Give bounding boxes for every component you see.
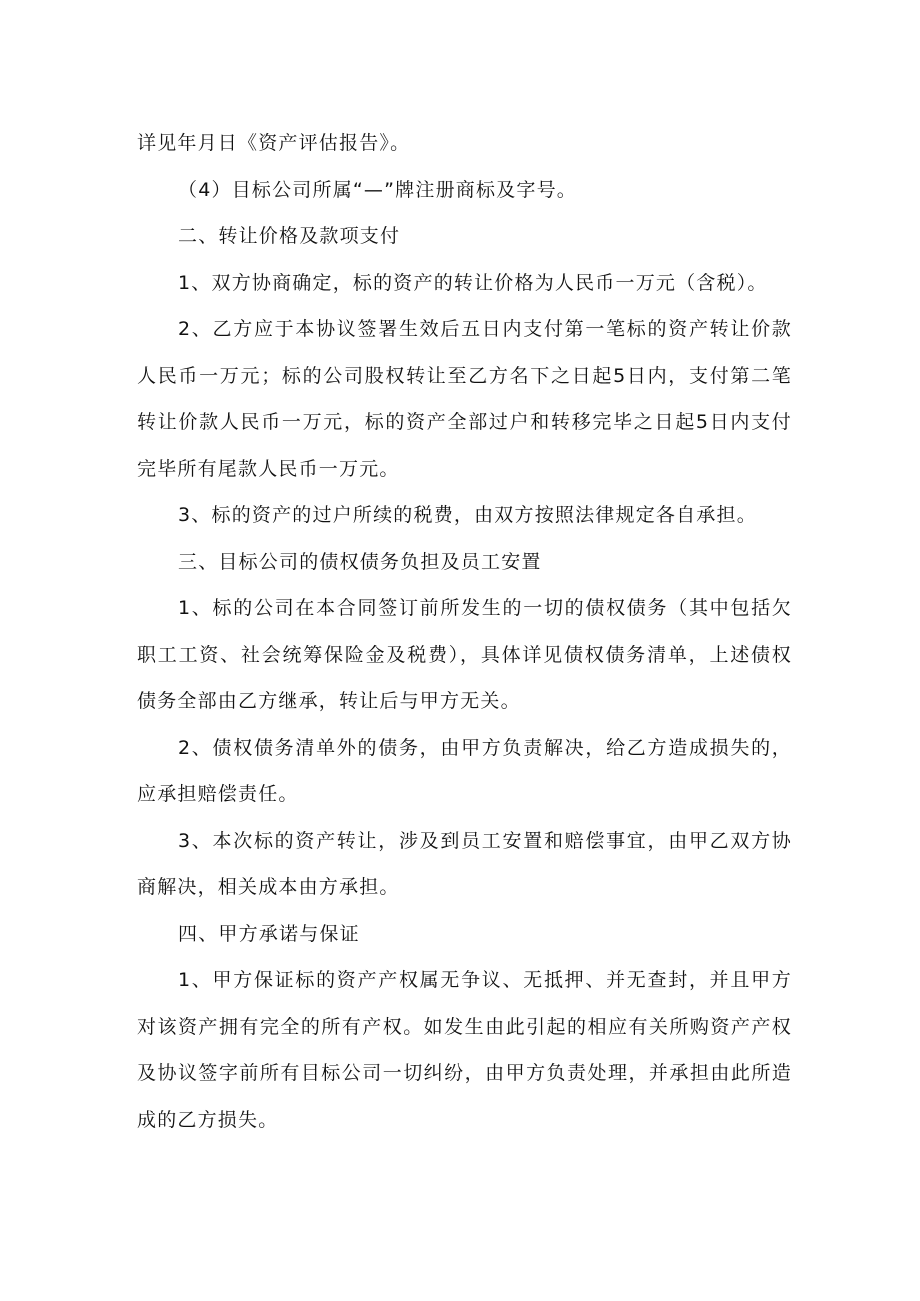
clause-price: 1、双方协商确定，标的资产的转让价格为人民币一万元（含税）。 <box>178 271 768 294</box>
clause-title-warranty: 1、甲方保证标的资产产权属无争议、无抵押、并无查封，并且甲方对该资产拥有完全的所有产权。如发生由此引起的相应有关所购资产产权及协议签字前所有目标公司一切纠纷，由甲方负责处理，并承担由此所造成的乙方损失。 <box>137 969 792 1131</box>
clause-employee-settlement: 3、本次标的资产转让，涉及到员工安置和赔偿事宜，由甲乙双方协商解决，相关成本由方承担。 <box>137 829 792 898</box>
continuation-paragraph: 详见年月日《资产评估报告》。 <box>137 132 411 154</box>
clause-transfer-taxes: 3、标的资产的过户所续的税费，由双方按照法律规定各自承担。 <box>178 504 757 526</box>
clause-external-debts: 2、债权债务清单外的债务，由甲方负责解决，给乙方造成损失的，应承担赔偿责任。 <box>137 736 792 805</box>
section-heading-warranties: 四、甲方承诺与保证 <box>178 922 360 945</box>
clause-payment-schedule: 2、乙方应于本协议签署生效后五日内支付第一笔标的资产转让价款人民币一万元；标的公司股权转让至乙方名下之日起5日内，支付第二笔转让价款人民币一万元，标的资产全部过户和转移完毕之日起5日内支付完毕所有尾款人民币一万元。 <box>137 318 792 480</box>
trademark-item: （4）目标公司所属“—”牌注册商标及字号。 <box>178 178 577 201</box>
section-heading-price-payment: 二、转让价格及款项支付 <box>178 225 401 247</box>
document-body <box>137 120 792 1143</box>
clause-debt-inheritance: 1、标的公司在本合同签订前所发生的一切的债权债务（其中包括欠职工工资、社会统筹保险金及税费），具体详见债权债务清单，上述债权债务全部由乙方继承，转让后与甲方无关。 <box>137 597 792 712</box>
section-heading-debts-staff: 三、目标公司的债权债务负担及员工安置 <box>178 550 542 573</box>
